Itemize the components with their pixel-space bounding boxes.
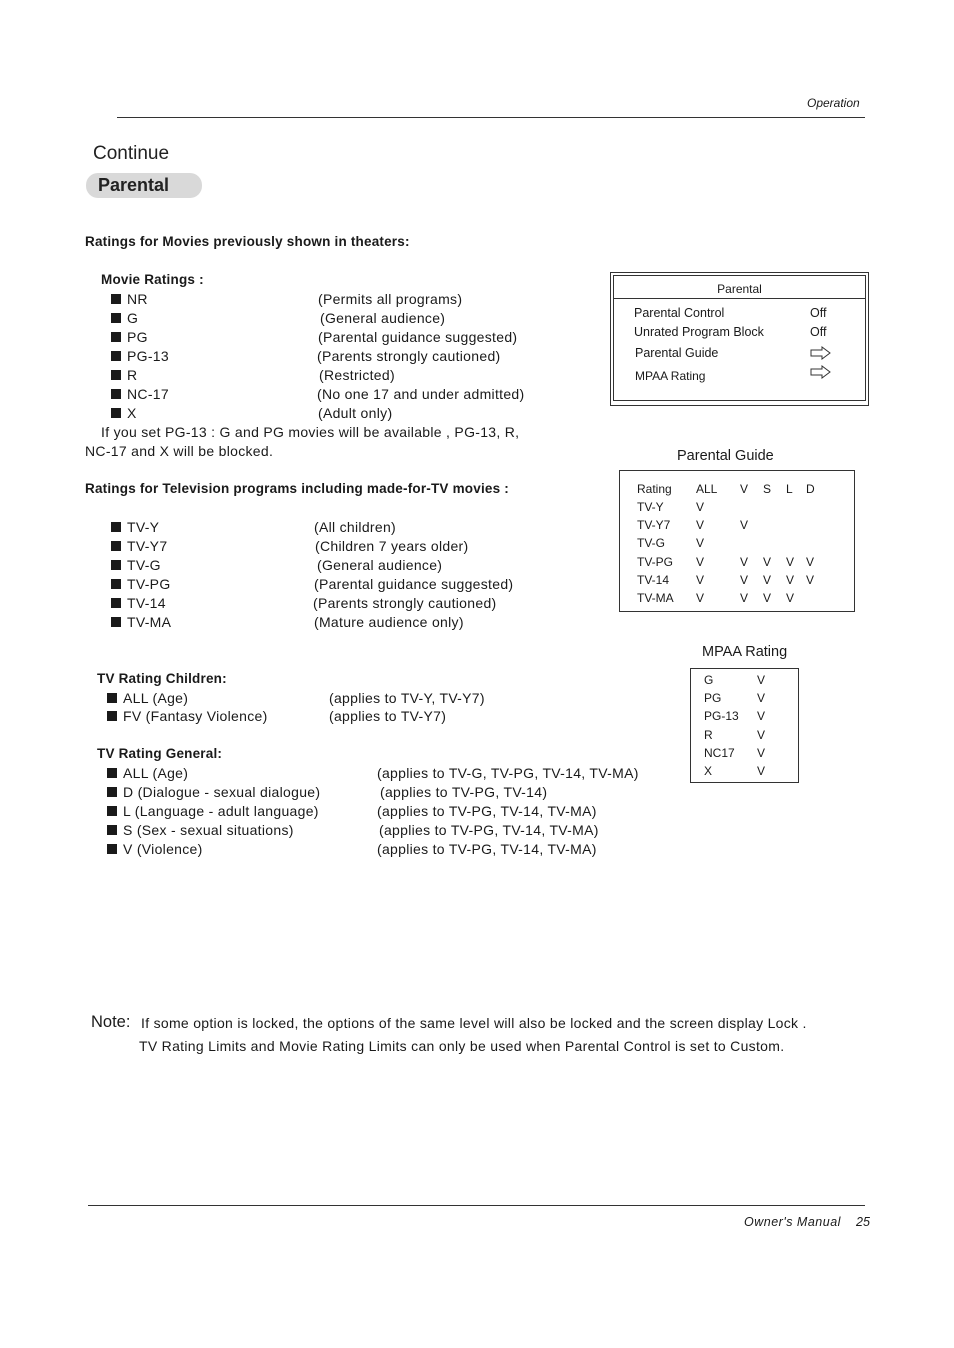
section-header: Operation (807, 96, 860, 110)
mpaa-rating-cell: X (704, 764, 713, 778)
guide-rating-cell: TV-Y (637, 500, 664, 514)
menu-value-parental-control: Off (810, 306, 827, 320)
guide-value-cell: V (786, 554, 795, 569)
tv-rating-code-text: TV-Y7 (127, 538, 168, 554)
tv-general-label (107, 803, 319, 819)
mpaa-rating-cell: R (704, 727, 713, 742)
menu-row-parental-guide[interactable]: Parental Guide (635, 346, 719, 360)
tv-rating-code-text: TV-Y (127, 519, 160, 535)
tv-children-label-text: FV (Fantasy Violence) (123, 708, 268, 724)
bullet-square-icon (111, 560, 121, 570)
arrow-right-icon[interactable] (810, 346, 832, 360)
guide-rating-cell: TV-Y7 (637, 518, 671, 533)
tv-rating-code (111, 576, 171, 592)
mpaa-value-cell: V (757, 673, 766, 687)
guide-value-cell: V (696, 554, 705, 569)
tv-children-label (107, 708, 268, 724)
tv-rating-desc: (Parents strongly cautioned) (313, 595, 497, 611)
tv-children-applies: (applies to TV-Y7) (329, 708, 447, 724)
movie-rating-desc: (Adult only) (318, 405, 393, 421)
bullet-square-icon (107, 693, 117, 703)
guide-value-cell: V (740, 572, 749, 587)
movie-rating-code (111, 367, 137, 383)
tv-general-label (107, 765, 188, 781)
mpaa-rating-cell: G (704, 673, 714, 687)
movie-rating-code (111, 291, 148, 307)
guide-header-cell: L (786, 482, 793, 496)
bullet-square-icon (111, 351, 121, 361)
movies-subheading: Movie Ratings : (101, 272, 204, 287)
movie-rating-desc: (Parental guidance suggested) (318, 329, 518, 345)
guide-value-cell: V (763, 572, 772, 587)
tv-rating-code (111, 614, 171, 630)
guide-value-cell: V (696, 572, 705, 587)
menu-row-unrated-block[interactable]: Unrated Program Block (634, 325, 764, 339)
guide-value-cell: V (696, 500, 705, 514)
tv-rating-code (111, 557, 161, 573)
movie-rating-code-text: NR (127, 291, 148, 307)
mpaa-value-cell: V (757, 709, 766, 724)
bullet-square-icon (111, 313, 121, 323)
movies-note-line1: If you set PG-13 : G and PG movies will be available , PG-13, R, (101, 424, 520, 440)
tv-general-applies: (applies to TV-PG, TV-14) (380, 784, 548, 800)
mpaa-value-cell: V (757, 745, 766, 760)
menu-value-unrated-block: Off (810, 325, 827, 339)
tv-general-label-text: ALL (Age) (123, 765, 189, 781)
menu-title: Parental (717, 282, 762, 296)
tv-rating-code-text: TV-14 (127, 595, 166, 611)
tv-general-label-text: S (Sex - sexual situations) (123, 822, 294, 838)
footer-text: Owner's Manual (744, 1215, 841, 1229)
tv-general-label (107, 822, 294, 838)
tv-general-label-text: V (Violence) (123, 841, 203, 857)
bullet-square-icon (107, 711, 117, 721)
movie-rating-desc: (No one 17 and under admitted) (317, 386, 525, 402)
guide-value-cell: V (806, 554, 815, 569)
guide-header-cell: D (806, 482, 815, 496)
guide-rating-cell: TV-14 (637, 572, 670, 587)
guide-value-cell: V (806, 572, 815, 587)
guide-value-cell: V (740, 518, 749, 533)
bullet-square-icon (111, 370, 121, 380)
guide-value-cell: V (696, 536, 705, 551)
movie-rating-desc: (Restricted) (319, 367, 395, 383)
movie-rating-code-text: PG (127, 329, 148, 345)
menu-row-mpaa-rating[interactable]: MPAA Rating (635, 369, 706, 383)
tv-rating-desc: (Parental guidance suggested) (314, 576, 514, 592)
guide-value-cell: V (696, 518, 705, 533)
tv-rating-code-text: TV-MA (127, 614, 172, 630)
guide-header-cell: S (763, 482, 772, 496)
mpaa-value-cell: V (757, 691, 766, 706)
bullet-square-icon (111, 294, 121, 304)
page-number: 25 (856, 1215, 870, 1229)
menu-row-parental-control[interactable]: Parental Control (634, 306, 725, 320)
bullet-square-icon (111, 617, 121, 627)
mpaa-rating-cell: PG-13 (704, 709, 739, 724)
tv-children-label-text: ALL (Age) (123, 690, 189, 706)
footer-rule (88, 1205, 865, 1206)
tv-general-applies: (applies to TV-G, TV-PG, TV-14, TV-MA) (377, 765, 639, 781)
bullet-square-icon (107, 787, 117, 797)
guide-rating-cell: TV-PG (637, 554, 674, 569)
bullet-square-icon (111, 332, 121, 342)
guide-value-cell: V (696, 591, 705, 605)
guide-header-cell: ALL (696, 482, 718, 496)
movie-rating-desc: (General audience) (320, 310, 446, 326)
tv-children-heading: TV Rating Children: (97, 671, 227, 686)
tv-general-label-text: L (Language - adult language) (123, 803, 319, 819)
guide-header-cell: Rating (637, 482, 672, 496)
movie-rating-code-text: G (127, 310, 139, 326)
tv-children-label (107, 690, 188, 706)
tv-rating-desc: (Mature audience only) (314, 614, 464, 630)
tv-general-applies: (applies to TV-PG, TV-14, TV-MA) (377, 803, 597, 819)
tv-general-applies: (applies to TV-PG, TV-14, TV-MA) (379, 822, 599, 838)
movie-rating-code (111, 310, 138, 326)
movie-rating-desc: (Parents strongly cautioned) (317, 348, 501, 364)
movie-rating-code (111, 348, 169, 364)
tv-rating-code (111, 519, 159, 535)
bullet-square-icon (111, 598, 121, 608)
tv-general-applies: (applies to TV-PG, TV-14, TV-MA) (377, 841, 597, 857)
bullet-square-icon (111, 522, 121, 532)
movie-rating-desc: (Permits all programs) (318, 291, 463, 307)
guide-value-cell: V (786, 591, 795, 605)
tv-rating-desc: (All children) (314, 519, 396, 535)
continue-label: Continue (93, 143, 170, 164)
mpaa-table (690, 668, 799, 783)
movie-rating-code-text: R (127, 367, 138, 383)
guide-header-cell: V (740, 482, 749, 496)
tv-rating-code-text: TV-G (127, 557, 161, 573)
movie-rating-code-text: NC-17 (127, 386, 169, 402)
bullet-square-icon (107, 825, 117, 835)
movies-note-line2: NC-17 and X will be blocked. (85, 443, 274, 459)
menu-title-rule (614, 298, 865, 299)
bullet-square-icon (107, 844, 117, 854)
tv-heading: Ratings for Television programs including made-for-TV movies : (85, 481, 509, 496)
tv-rating-desc: (General audience) (317, 557, 443, 573)
tv-general-label (107, 784, 320, 800)
movie-rating-code (111, 386, 169, 402)
tv-rating-code (111, 538, 167, 554)
movies-heading: Ratings for Movies previously shown in theaters: (85, 234, 410, 249)
section-badge: Parental (86, 173, 202, 198)
tv-rating-code-text: TV-PG (127, 576, 171, 592)
note-line1: If some option is locked, the options of the same level will also be locked and the screen display Lock . (141, 1015, 807, 1031)
movie-rating-code-text: PG-13 (127, 348, 169, 364)
movie-rating-code (111, 405, 137, 421)
guide-rating-cell: TV-G (637, 536, 666, 551)
bullet-square-icon (107, 768, 117, 778)
parental-guide-caption: Parental Guide (677, 448, 774, 464)
movie-rating-code-text: X (127, 405, 137, 421)
guide-value-cell: V (763, 554, 772, 569)
bullet-square-icon (107, 806, 117, 816)
bullet-square-icon (111, 579, 121, 589)
tv-general-label-text: D (Dialogue - sexual dialogue) (123, 784, 321, 800)
guide-value-cell: V (740, 591, 749, 605)
tv-general-heading: TV Rating General: (97, 746, 223, 761)
bullet-square-icon (111, 389, 121, 399)
arrow-right-icon[interactable] (810, 365, 832, 379)
note-label: Note: (91, 1013, 131, 1031)
guide-rating-cell: TV-MA (637, 591, 674, 605)
tv-children-applies: (applies to TV-Y, TV-Y7) (329, 690, 485, 706)
guide-value-cell: V (740, 554, 749, 569)
mpaa-rating-cell: PG (704, 691, 722, 706)
tv-rating-desc: (Children 7 years older) (315, 538, 469, 554)
mpaa-value-cell: V (757, 764, 766, 778)
tv-rating-code (111, 595, 166, 611)
note-line2: TV Rating Limits and Movie Rating Limits can only be used when Parental Control is set to Custom. (139, 1038, 785, 1054)
mpaa-caption: MPAA Rating (702, 644, 788, 660)
guide-value-cell: V (763, 591, 772, 605)
mpaa-rating-cell: NC17 (704, 745, 735, 760)
bullet-square-icon (111, 408, 121, 418)
bullet-square-icon (111, 541, 121, 551)
mpaa-value-cell: V (757, 727, 766, 742)
parental-menu-box (610, 272, 869, 406)
header-rule (117, 117, 865, 118)
movie-rating-code (111, 329, 148, 345)
tv-general-label (107, 841, 203, 857)
parental-guide-table (619, 470, 855, 612)
guide-value-cell: V (786, 572, 795, 587)
